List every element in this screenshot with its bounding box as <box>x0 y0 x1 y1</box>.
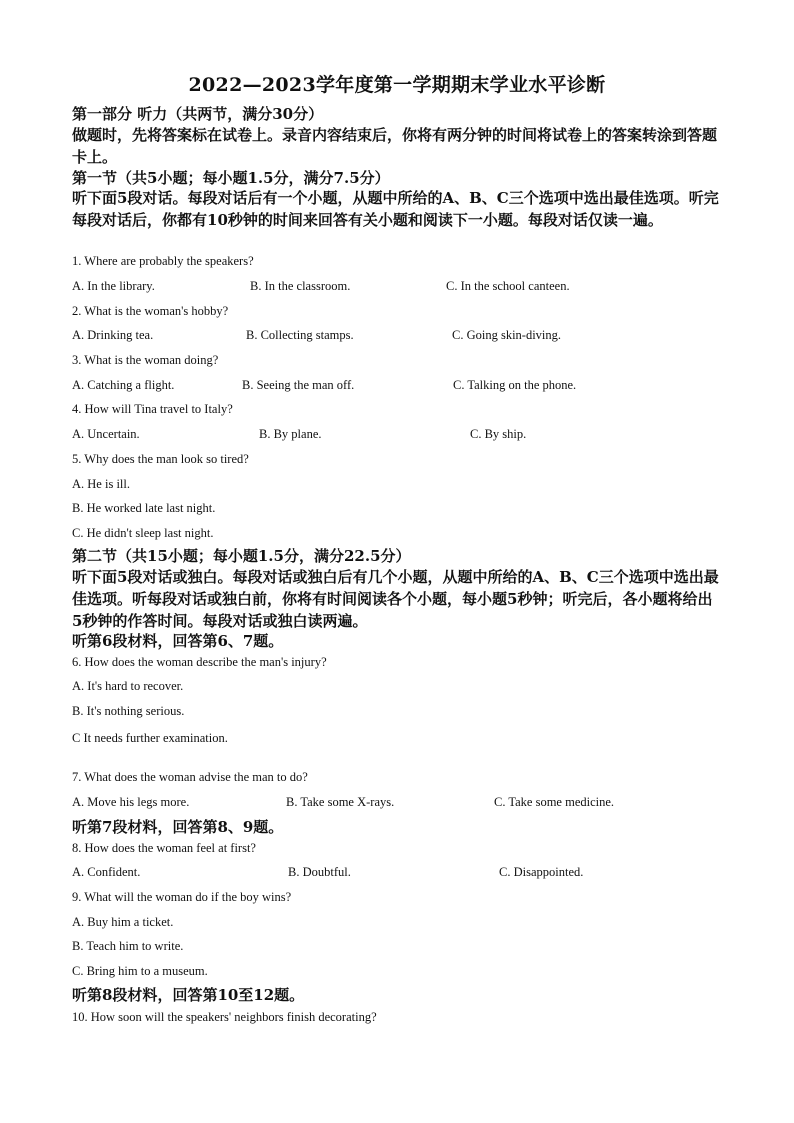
exam-title: 2022—2023学年度第一学期期末学业水平诊断 <box>188 74 606 96</box>
q9-option-a: A. Buy him a ticket. <box>72 915 174 929</box>
question-6: 6. How does the woman describe the man's injury? <box>72 655 327 669</box>
q7-option-c: C. Take some medicine. <box>494 795 615 809</box>
question-7: 7. What does the woman advise the man to do? <box>72 770 308 784</box>
q1-option-b: B. In the classroom. <box>250 279 351 293</box>
q3-option-c: C. Talking on the phone. <box>453 378 577 392</box>
q2-option-a: A. Drinking tea. <box>72 328 154 342</box>
q1-option-c: C. In the school canteen. <box>446 279 570 293</box>
material-6-heading: 听第6段材料，回答第6、7题。 <box>72 632 284 650</box>
q6-option-b: B. It's nothing serious. <box>72 704 185 718</box>
part1-heading: 第一部分 听力（共两节，满分30分） <box>72 105 324 123</box>
q6-option-c: C It needs further examination. <box>72 731 228 745</box>
q6-option-a: A. It's hard to recover. <box>72 679 184 693</box>
section2-instructions: 听下面5段对话或独白。每段对话或独白后有几个小题，从题中所给的A、B、C三个选项中选出最佳选项。听每段对话或独白前，你将有时间阅读各个小题，每小题5秒钟；听完后，各小题将给出5秒钟的作答时间。每段对话或独白读两遍。 <box>72 568 719 630</box>
question-5: 5. Why does the man look so tired? <box>72 452 249 466</box>
q3-option-a: A. Catching a flight. <box>72 378 175 392</box>
q3-option-b: B. Seeing the man off. <box>242 378 355 392</box>
part1-instructions: 做题时，先将答案标在试卷上。录音内容结束后，你将有两分钟的时间将试卷上的答案转涂到答题卡上。 <box>72 126 718 166</box>
q5-option-a: A. He is ill. <box>72 477 130 491</box>
q4-option-b: B. By plane. <box>259 427 322 441</box>
question-1: 1. Where are probably the speakers? <box>72 254 254 268</box>
question-2: 2. What is the woman's hobby? <box>72 304 229 318</box>
q2-option-c: C. Going skin-diving. <box>452 328 562 342</box>
q8-option-c: C. Disappointed. <box>499 865 584 879</box>
material-7-heading: 听第7段材料，回答第8、9题。 <box>72 818 284 836</box>
section2-heading: 第二节（共15小题；每小题1.5分，满分22.5分） <box>72 547 411 565</box>
q8-option-a: A. Confident. <box>72 865 141 879</box>
q1-option-a: A. In the library. <box>72 279 155 293</box>
question-9: 9. What will the woman do if the boy wins? <box>72 890 292 904</box>
question-10: 10. How soon will the speakers' neighbors finish decorating? <box>72 1010 377 1024</box>
q7-option-a: A. Move his legs more. <box>72 795 190 809</box>
q8-option-b: B. Doubtful. <box>288 865 351 879</box>
section1-instructions: 听下面5段对话。每段对话后有一个小题，从题中所给的A、B、C三个选项中选出最佳选项。听完每段对话后，你都有10秒钟的时间来回答有关小题和阅读下一小题。每段对话仅读一遍。 <box>72 189 719 229</box>
q4-option-c: C. By ship. <box>470 427 527 441</box>
q5-option-c: C. He didn't sleep last night. <box>72 526 214 540</box>
q2-option-b: B. Collecting stamps. <box>246 328 354 342</box>
material-8-heading: 听第8段材料，回答第10至12题。 <box>72 986 305 1004</box>
q7-option-b: B. Take some X-rays. <box>286 795 395 809</box>
q9-option-c: C. Bring him to a museum. <box>72 964 208 978</box>
section1-heading: 第一节（共5小题；每小题1.5分，满分7.5分） <box>72 169 390 187</box>
question-8: 8. How does the woman feel at first? <box>72 841 256 855</box>
question-3: 3. What is the woman doing? <box>72 353 219 367</box>
question-4: 4. How will Tina travel to Italy? <box>72 402 233 416</box>
q4-option-a: A. Uncertain. <box>72 427 140 441</box>
q9-option-b: B. Teach him to write. <box>72 939 184 953</box>
q5-option-b: B. He worked late last night. <box>72 501 216 515</box>
